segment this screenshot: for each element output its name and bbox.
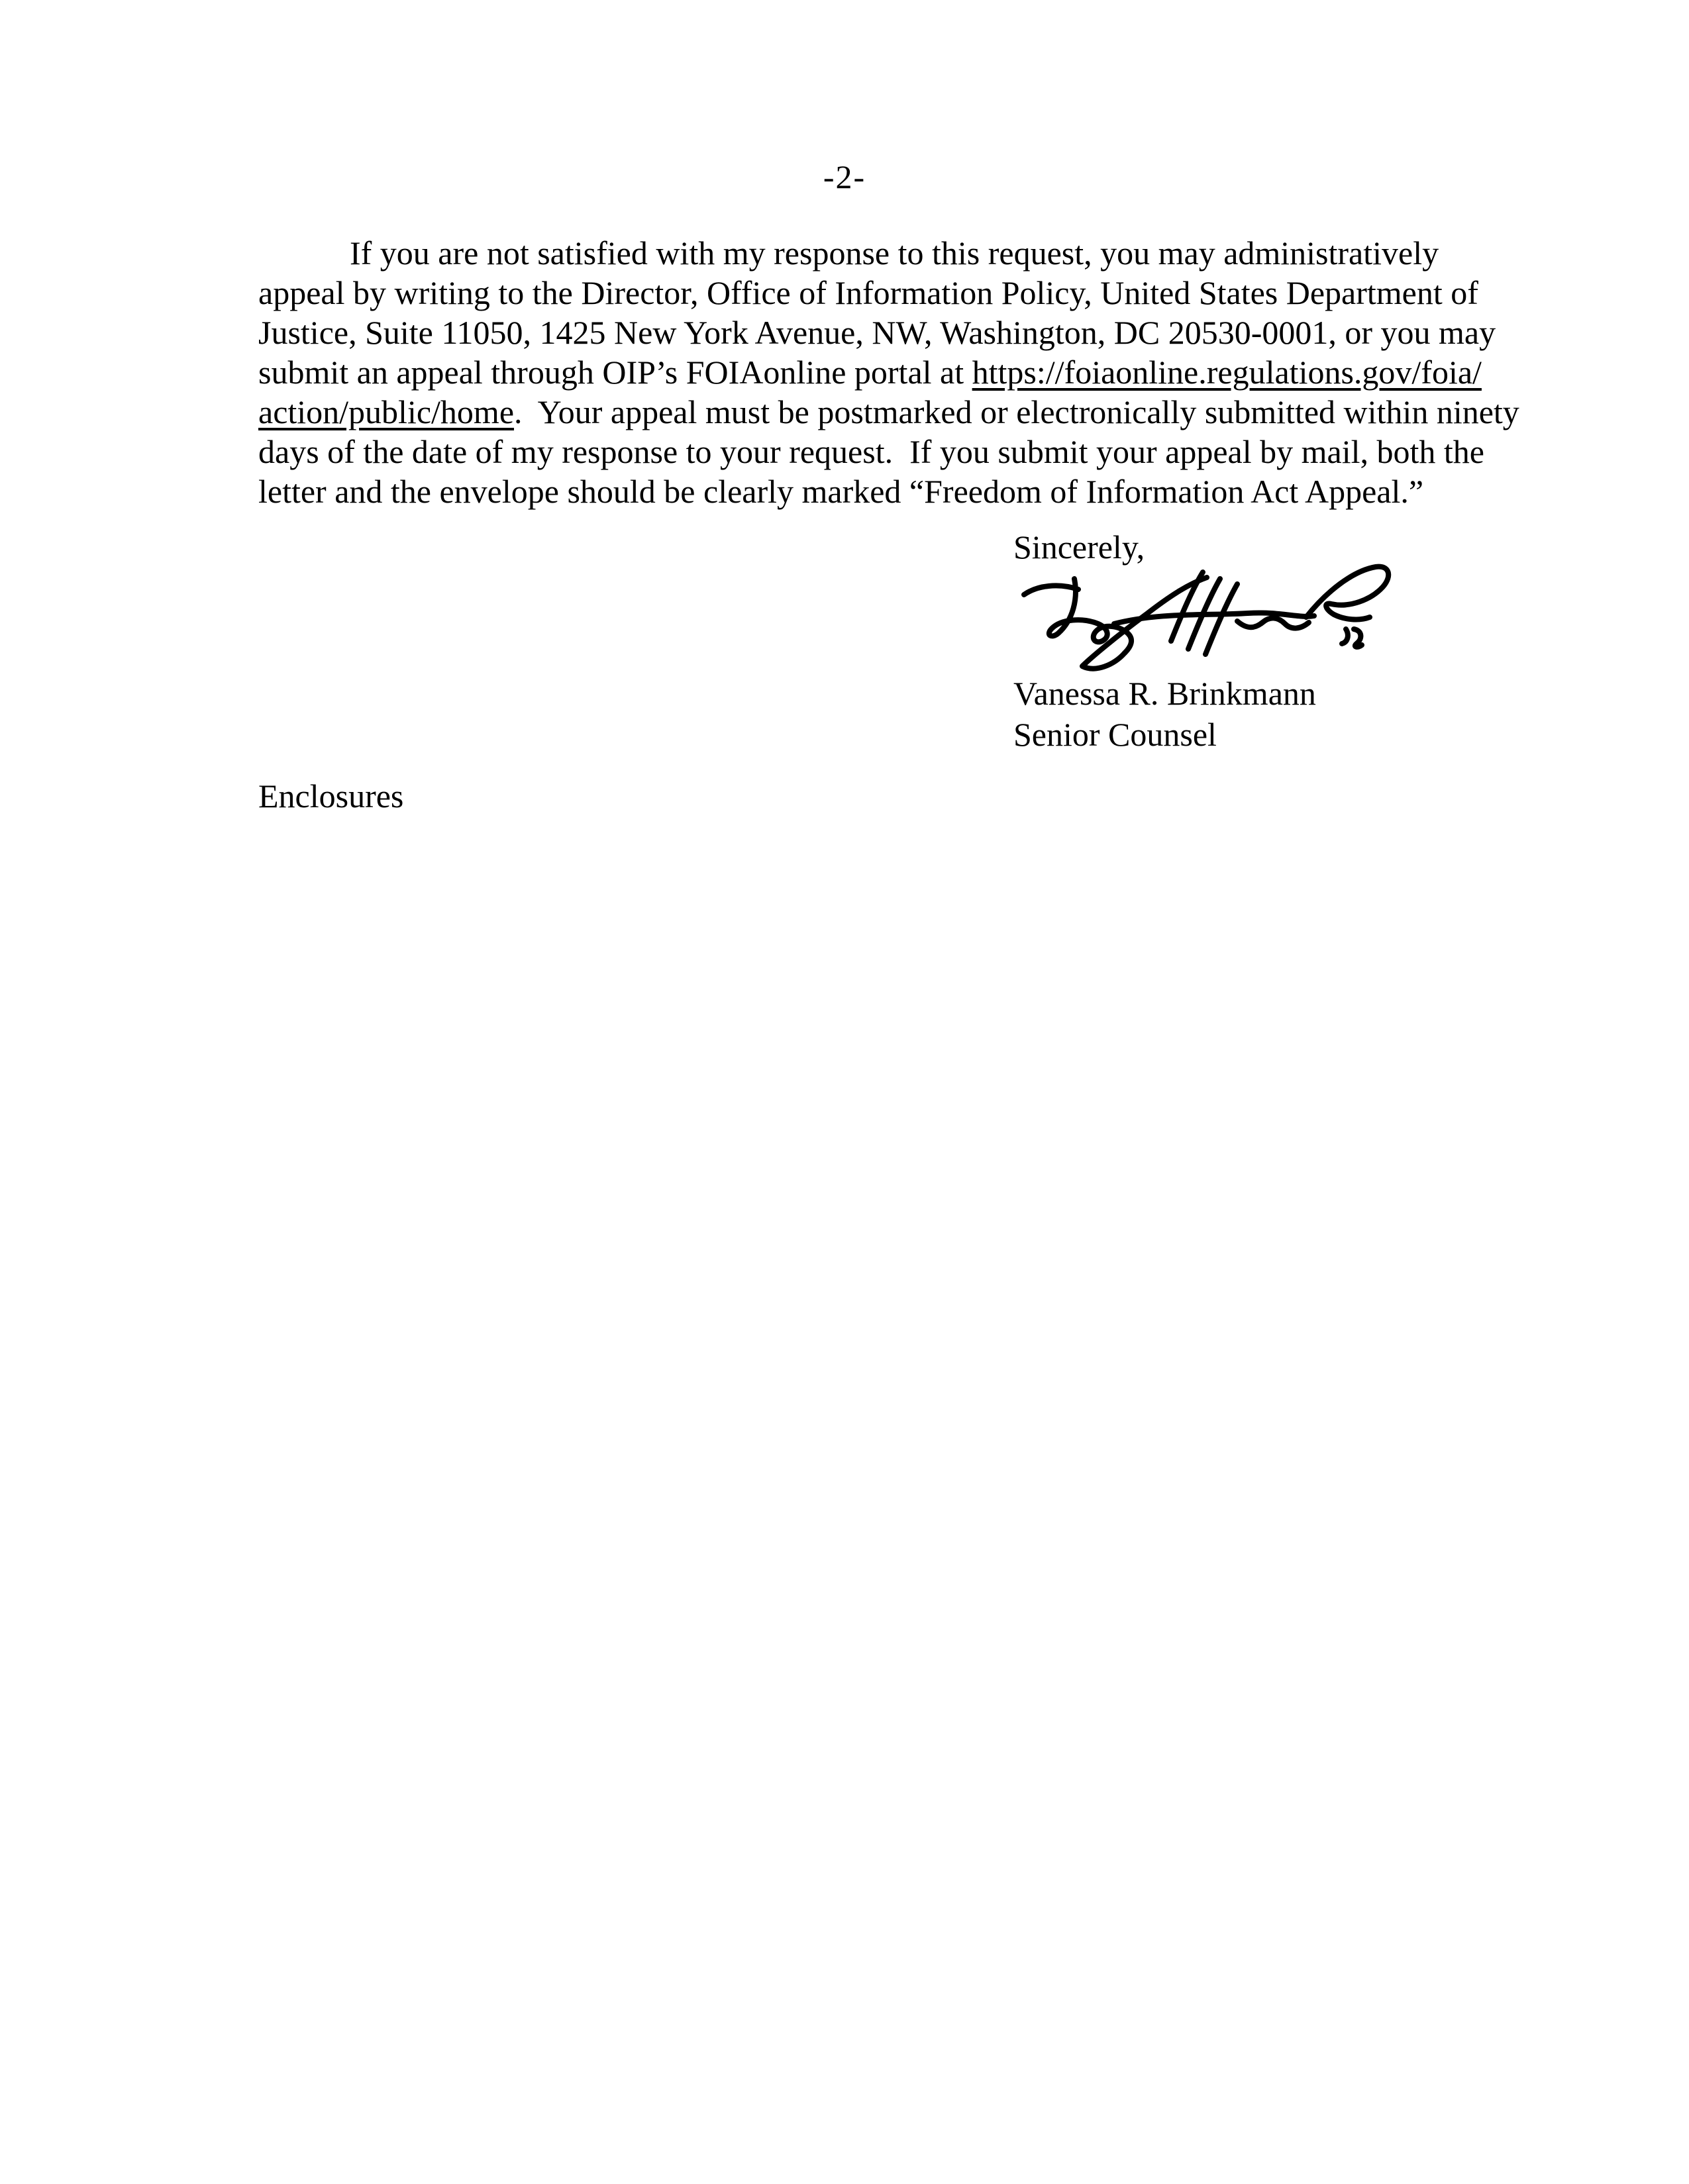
paragraph-line	[258, 392, 1519, 432]
text-segment: . Your appeal must be postmarked or electronically submitted within ninety	[514, 393, 1519, 430]
paragraph-line	[258, 432, 1484, 472]
text-segment: letter and the envelope should be clearly marked “Freedom of Information Act Appeal.”	[258, 473, 1424, 510]
paragraph-line	[258, 233, 1477, 273]
text-segment: Justice, Suite 11050, 1425 New York Avenue, NW, Washington, DC 20530-0001, or you may	[258, 314, 1496, 351]
appeal-paragraph	[258, 233, 1519, 511]
text-segment: submit an appeal through OIP’s FOIAonline portal at	[258, 354, 972, 391]
foia-portal-url-part-2: action/public/home	[258, 393, 515, 430]
paragraph-line	[258, 273, 1477, 313]
paragraph-line	[258, 472, 1477, 511]
handwritten-signature-icon	[1015, 560, 1399, 673]
text-segment: days of the date of my response to your request. If you submit your appeal by mail, both the	[258, 433, 1484, 470]
text-segment: If you are not satisfied with my response to this request, you may administratively	[350, 234, 1439, 272]
enclosures-label: Enclosures	[258, 777, 404, 815]
text-segment: appeal by writing to the Director, Office of Information Policy, United States Department of	[258, 274, 1478, 311]
paragraph-line	[258, 352, 1482, 392]
paragraph-line	[258, 313, 1496, 352]
signer-name: Vanessa R. Brinkmann	[1013, 675, 1316, 712]
closing-sincerely: Sincerely,	[1013, 528, 1145, 566]
signature-block	[1013, 673, 1316, 755]
foia-portal-url-part-1: https://foiaonline.regulations.gov/foia/	[972, 354, 1482, 391]
signer-title: Senior Counsel	[1013, 716, 1217, 753]
page-number: -2-	[823, 158, 866, 195]
